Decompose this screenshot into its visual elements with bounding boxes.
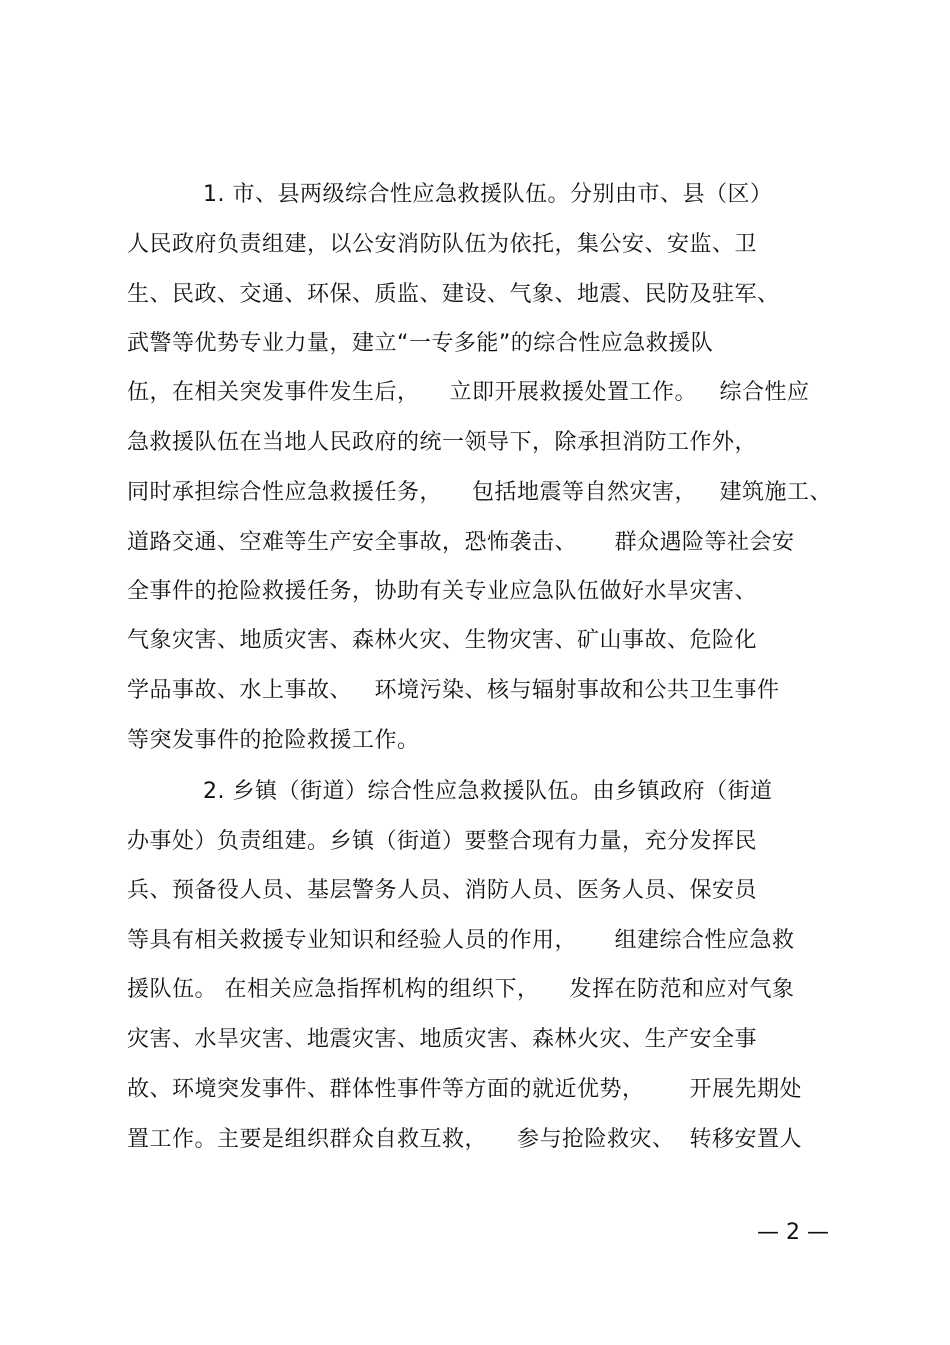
paragraph-1-line-6: 急救援队伍在当地人民政府的统一领导下，除承担消防工作外，: [127, 430, 758, 455]
paragraph-2-line-1: 2. 乡镇（街道）综合性应急救援队伍。由乡镇政府（街道: [203, 779, 773, 804]
paragraph-1-line-2: 人民政府负责组建，以公安消防队伍为依托，集公安、安监、卫: [127, 232, 758, 257]
paragraph-1-line-1: 1. 市、县两级综合性应急救援队伍。分别由市、县（区）: [203, 182, 773, 207]
paragraph-1-line-5: 伍，在相关突发事件发生后， 立即开展救援处置工作。 综合性应: [127, 380, 810, 405]
paragraph-1-line-8: 道路交通、空难等生产安全事故，恐怖袭击、 群众遇险等社会安: [127, 530, 795, 555]
paragraph-1-line-12: 等突发事件的抢险救援工作。: [127, 728, 420, 753]
paragraph-1-line-3: 生、民政、交通、环保、质监、建设、气象、地震、民防及驻军、: [127, 282, 780, 307]
paragraph-2-line-2: 办事处）负责组建。乡镇（街道）要整合现有力量，充分发挥民: [127, 829, 758, 854]
paragraph-2-line-7: 故、环境突发事件、群体性事件等方面的就近优势， 开展先期处: [127, 1077, 802, 1102]
paragraph-2-line-5: 援队伍。 在相关应急指挥机构的组织下， 发挥在防范和应对气象: [127, 977, 795, 1002]
paragraph-2-line-6: 灾害、水旱灾害、地震灾害、地质灾害、森林火灾、生产安全事: [127, 1027, 758, 1052]
paragraph-1-line-4: 武警等优势专业力量，建立“一专多能”的综合性应急救援队: [127, 331, 714, 356]
paragraph-2-line-3: 兵、预备役人员、基层警务人员、消防人员、医务人员、保安员: [127, 878, 758, 903]
paragraph-1-line-10: 气象灾害、地质灾害、森林火灾、生物灾害、矿山事故、危险化: [127, 628, 758, 653]
paragraph-1-line-9: 全事件的抢险救援任务，协助有关专业应急队伍做好水旱灾害、: [127, 579, 758, 604]
paragraph-2-line-8: 置工作。主要是组织群众自救互救， 参与抢险救灾、 转移安置人: [127, 1127, 802, 1152]
page-number: — 2 —: [757, 1220, 829, 1245]
paragraph-2-line-4: 等具有相关救援专业知识和经验人员的作用， 组建综合性应急救: [127, 928, 795, 953]
paragraph-1-line-11: 学品事故、水上事故、 环境污染、核与辐射事故和公共卫生事件: [127, 678, 780, 703]
paragraph-1-line-7: 同时承担综合性应急救援任务， 包括地震等自然灾害， 建筑施工、: [127, 480, 832, 505]
